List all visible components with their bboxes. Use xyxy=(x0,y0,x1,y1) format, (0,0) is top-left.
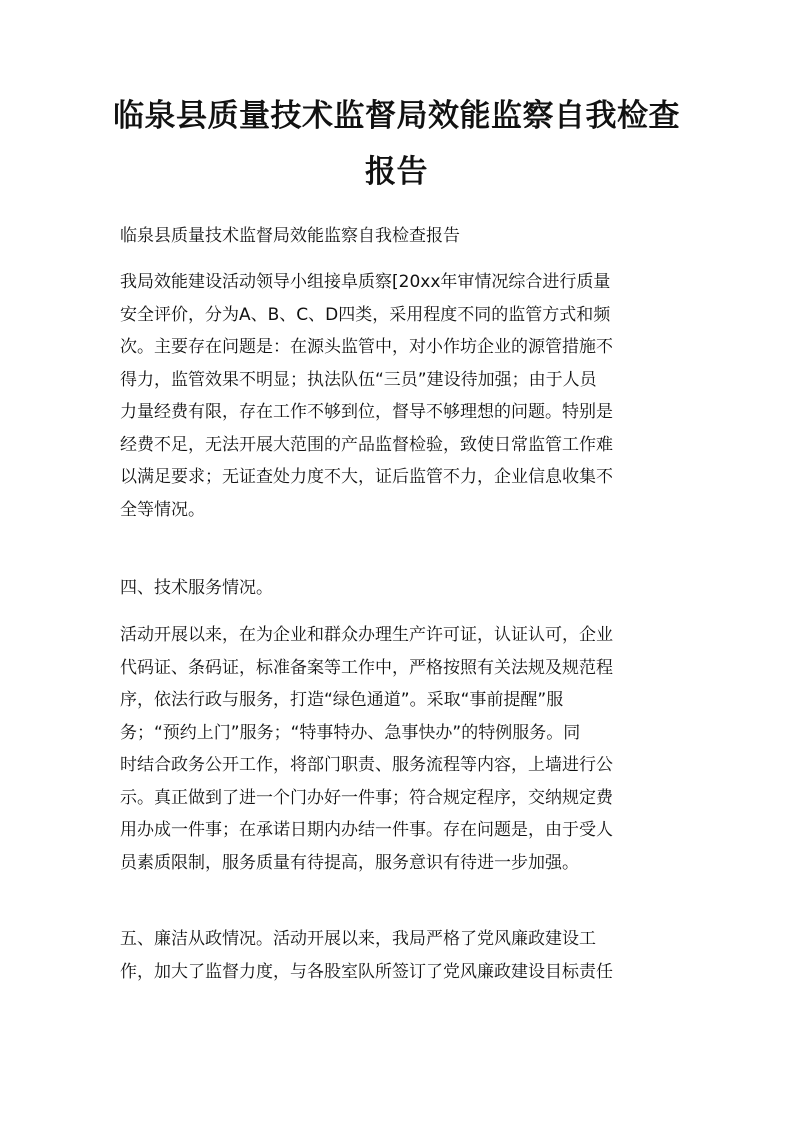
text-line: 安全评价，分为A、B、C、D四类，采用程度不同的监管方式和频 xyxy=(120,304,611,325)
text-line: 次。主要存在问题是：在源头监管中，对小作坊企业的源管措施不 xyxy=(120,337,613,357)
document-title-line-1: 临泉县质量技术监督局效能监察自我检查 xyxy=(113,98,680,134)
text-line: 示。真正做到了进一个门办好一件事；符合规定程序，交纳规定费 xyxy=(120,787,613,808)
paragraph-technical-service xyxy=(120,619,680,879)
document-title-line-2: 报告 xyxy=(365,154,428,190)
text-line: 务；“预约上门”服务；“特事特办、急事快办”的特例服务。同 xyxy=(120,722,581,743)
text-line: 我局效能建设活动领导小组接阜质察[20xx年审情况综合进行质量 xyxy=(120,272,611,292)
text-line: 活动开展以来，在为企业和群众办理生产许可证，认证认可，企业 xyxy=(120,625,613,645)
text-line: 得力，监管效果不明显；执法队伍“三员”建设待加强；由于人员 xyxy=(120,369,597,390)
text-line: 以满足要求；无证查处力度不大，证后监管不力，企业信息收集不 xyxy=(120,467,613,487)
paragraph-quality-evaluation xyxy=(120,266,680,526)
text-line: 四、技术服务情况。 xyxy=(120,578,273,598)
document-subtitle: 临泉县质量技术监督局效能监察自我检查报告 xyxy=(120,226,460,246)
text-line: 员素质限制，服务质量有待提高，服务意识有待进一步加强。 xyxy=(120,852,579,873)
text-line: 序，依法行政与服务，打造“绿色通道”。采取“事前提醒”服 xyxy=(120,690,564,710)
text-line: 经费不足，无法开展大范围的产品监督检验，致使日常监管工作难 xyxy=(120,434,613,455)
text-line: 时结合政务公开工作，将部门职责、服务流程等内容，上墙进行公 xyxy=(120,755,613,775)
text-line: 用办成一件事；在承诺日期内办结一件事。存在问题是，由于受人 xyxy=(120,820,613,840)
text-line: 五、廉洁从政情况。活动开展以来，我局严格了党风廉政建设工 xyxy=(120,929,596,949)
paragraph-clean-governance xyxy=(120,923,680,988)
text-line: 力量经费有限，存在工作不够到位，督导不够理想的问题。特别是 xyxy=(120,402,613,422)
text-line: 全等情况。 xyxy=(120,499,205,520)
text-line: 代码证、条码证，标准备案等工作中，严格按照有关法规及规范程 xyxy=(120,657,613,678)
text-line: 作，加大了监督力度，与各股室队所签订了党风廉政建设目标责任 xyxy=(120,961,613,982)
section-heading-technical-service xyxy=(120,572,680,605)
